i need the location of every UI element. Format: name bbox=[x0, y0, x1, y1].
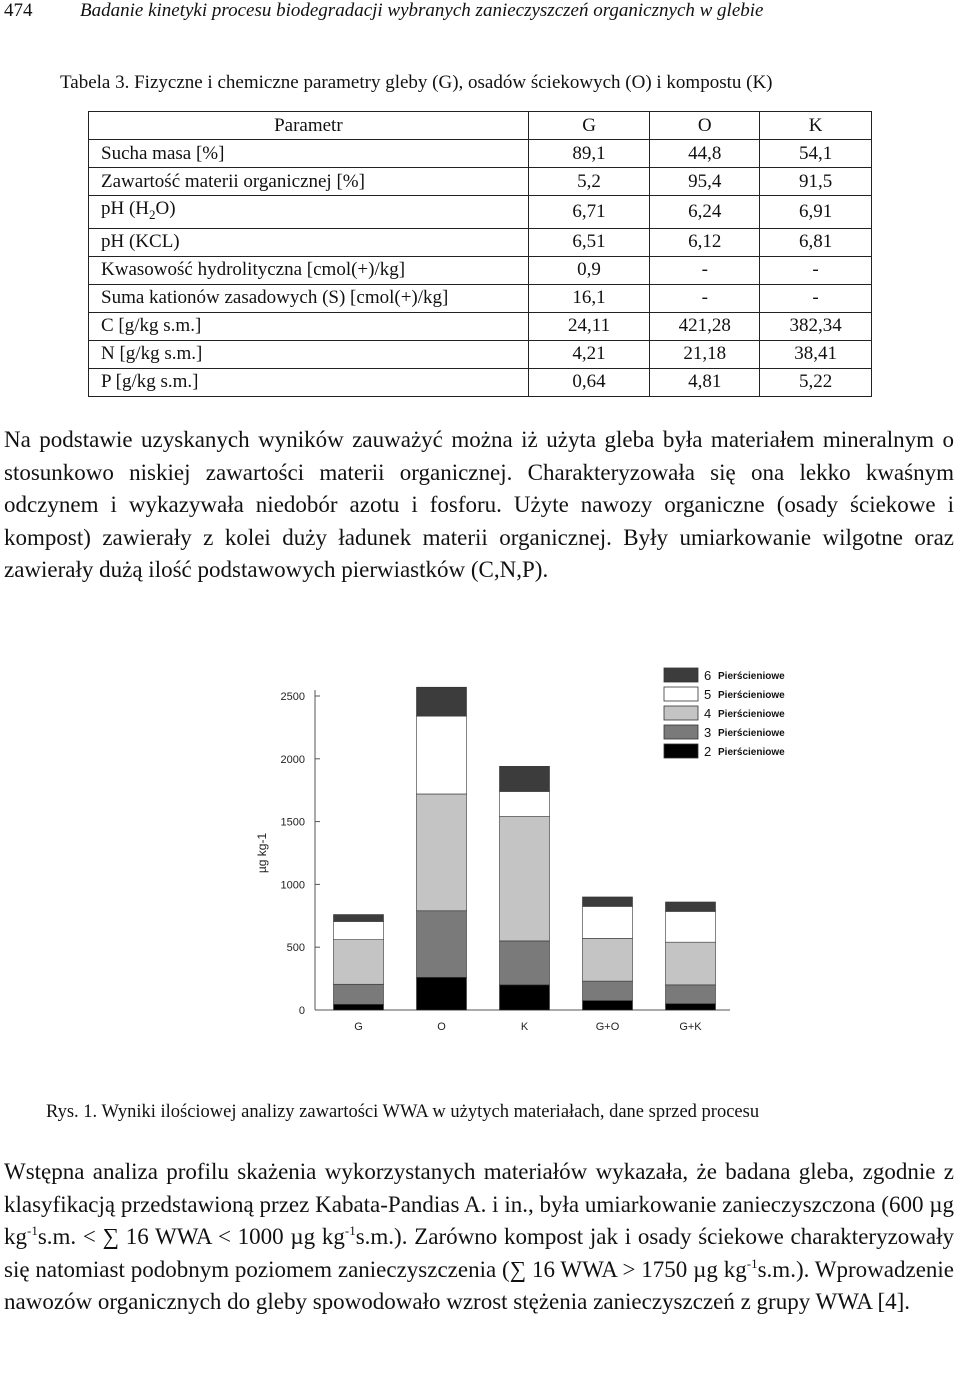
bar-segment bbox=[666, 985, 716, 1004]
legend-swatch bbox=[664, 744, 698, 758]
legend-number: 2 bbox=[704, 744, 712, 759]
parameter-name-cell: Zawartość materii organicznej [%] bbox=[89, 168, 529, 196]
parameter-name-cell: pH (KCL) bbox=[89, 228, 529, 256]
paragraph-results: Na podstawie uzyskanych wyników zauważyć można iż użyta gleba była materiałem mineralnym o stosunkowo niskiej zawartości materii organicznej. Charakteryzowała się ona lekko kwaśnym odczynem i wykazywała niedobór azotu i fosforu. Użyte nawozy organiczne (osady ściekowe i kompost) zawierały z kolei duży ładunek materii organicznej. Były umiarkowanie wilgotne oraz zawierały dużą ilość podstawowych pierwiastków (C,N,P). bbox=[4, 427, 954, 583]
value-cell: 44,8 bbox=[650, 140, 760, 168]
bar-segment bbox=[334, 984, 384, 1004]
parameter-name-cell: C [g/kg s.m.] bbox=[89, 312, 529, 340]
paragraph-analysis bbox=[4, 1156, 954, 1319]
header-cell: G bbox=[528, 112, 650, 140]
bar-segment bbox=[417, 716, 467, 794]
value-cell: 4,21 bbox=[528, 340, 650, 368]
value-cell: 91,5 bbox=[760, 168, 872, 196]
table-row bbox=[89, 140, 872, 168]
value-cell: 382,34 bbox=[760, 312, 872, 340]
page-number: 474 bbox=[4, 0, 33, 21]
value-cell: 95,4 bbox=[650, 168, 760, 196]
value-cell: 54,1 bbox=[760, 140, 872, 168]
bar-segment bbox=[583, 1001, 633, 1010]
value-cell: - bbox=[650, 256, 760, 284]
pah-stacked-bar-chart bbox=[240, 660, 800, 1040]
x-tick-label: G+O bbox=[595, 1021, 620, 1033]
value-cell: - bbox=[760, 284, 872, 312]
bar-segment bbox=[666, 902, 716, 911]
figure-caption: Rys. 1. Wyniki ilościowej analizy zawartości WWA w użytych materiałach, dane sprzed procesu bbox=[46, 1102, 760, 1122]
bar-segment bbox=[334, 940, 384, 985]
bar-segment bbox=[666, 1004, 716, 1010]
parameter-name-cell: pH $(H_2O)$ bbox=[89, 196, 529, 229]
legend-label: Pierścieniowe bbox=[718, 728, 785, 739]
bar-segment bbox=[500, 817, 550, 941]
header-cell: K bbox=[760, 112, 872, 140]
table-row bbox=[89, 168, 872, 196]
x-tick-label: G bbox=[354, 1021, 363, 1033]
y-tick-label: 1000 bbox=[280, 879, 305, 892]
table-row bbox=[89, 196, 872, 229]
legend-swatch bbox=[664, 706, 698, 720]
running-title: Badanie kinetyki procesu biodegradacji wybranych zanieczyszczeń organicznych w glebie bbox=[80, 0, 764, 21]
paragraph-text: s.m. < ∑ 16 WWA < 1000 µg kg bbox=[37, 1224, 345, 1250]
value-cell: - bbox=[760, 256, 872, 284]
bar-segment bbox=[666, 911, 716, 942]
bar-segment bbox=[583, 897, 633, 906]
bar-segment bbox=[583, 981, 633, 1000]
x-tick-label: K bbox=[520, 1021, 529, 1033]
value-cell: 38,41 bbox=[760, 340, 872, 368]
table-header-row bbox=[89, 112, 872, 140]
table-row bbox=[89, 228, 872, 256]
bar-segment bbox=[417, 794, 467, 911]
value-cell: 4,81 bbox=[650, 368, 760, 396]
value-cell: 6,81 bbox=[760, 228, 872, 256]
table-row bbox=[89, 284, 872, 312]
legend-number: 3 bbox=[704, 725, 712, 740]
value-cell: 5,2 bbox=[528, 168, 650, 196]
parameter-name-cell: Sucha masa [%] bbox=[89, 140, 529, 168]
y-tick-label: 1500 bbox=[280, 816, 305, 829]
legend-label: Pierścieniowe bbox=[718, 671, 785, 682]
header-cell: O bbox=[650, 112, 760, 140]
legend-number: 6 bbox=[704, 668, 712, 683]
value-cell: 6,12 bbox=[650, 228, 760, 256]
bar-segment bbox=[500, 791, 550, 816]
bar-segment bbox=[417, 687, 467, 716]
value-cell: 6,24 bbox=[650, 196, 760, 229]
bar-segment bbox=[417, 911, 467, 978]
bar-segment bbox=[666, 942, 716, 985]
table-row bbox=[89, 312, 872, 340]
legend-number: 4 bbox=[704, 706, 712, 721]
legend-swatch bbox=[664, 725, 698, 739]
paragraph-text: Wstępna analiza profilu skażenia wykorzystanych materiałów wykazała, że badana gleba, zgodnie z klasyfikacją przedstawioną przez Kabata-Pandias A. i in., była umiarkowanie zanieczyszczona (600 µg kg bbox=[4, 1159, 954, 1250]
y-axis-label: µg kg-1 bbox=[255, 832, 269, 874]
bar-segment bbox=[334, 915, 384, 922]
superscript: -1 bbox=[344, 1223, 356, 1239]
parameters-table bbox=[88, 111, 872, 397]
value-cell: 6,91 bbox=[760, 196, 872, 229]
paragraph-text: s.m.). Zarówno kompost jak i osady ściekowe charakteryzowały się natomiast podobnym poziomem zanieczyszczenia (∑ 16 WWA > 1750 µg kg bbox=[4, 1224, 954, 1282]
y-tick-label: 500 bbox=[286, 942, 305, 955]
legend-label: Pierścieniowe bbox=[718, 690, 785, 701]
parameter-name-cell: Suma kationów zasadowych (S) [cmol(+)/kg] bbox=[89, 284, 529, 312]
legend-label: Pierścieniowe bbox=[718, 709, 785, 720]
value-cell: 0,9 bbox=[528, 256, 650, 284]
y-tick-label: 2000 bbox=[280, 753, 305, 766]
bar-segment bbox=[334, 1004, 384, 1010]
value-cell: 421,28 bbox=[650, 312, 760, 340]
value-cell: - bbox=[650, 284, 760, 312]
value-cell: 89,1 bbox=[528, 140, 650, 168]
legend-swatch bbox=[664, 687, 698, 701]
bar-segment bbox=[500, 941, 550, 985]
value-cell: 21,18 bbox=[650, 340, 760, 368]
y-tick-label: 0 bbox=[298, 1005, 305, 1017]
running-header bbox=[4, 0, 954, 22]
table-row bbox=[89, 368, 872, 396]
bar-segment bbox=[583, 938, 633, 981]
legend-number: 5 bbox=[704, 687, 712, 702]
bar-segment bbox=[334, 921, 384, 939]
bar-segment bbox=[583, 906, 633, 938]
parameter-name-cell: Kwasowość hydrolityczna [cmol(+)/kg] bbox=[89, 256, 529, 284]
value-cell: 0,64 bbox=[528, 368, 650, 396]
value-cell: 5,22 bbox=[760, 368, 872, 396]
paragraph-text: s.m.). Wprowadzenie nawozów organicznych do gleby spowodowało wzrost stężenia zanieczyszczeń z grupy WWA [4]. bbox=[4, 1256, 955, 1315]
legend-swatch bbox=[664, 668, 698, 682]
bar-segment bbox=[417, 977, 467, 1010]
value-cell: 6,51 bbox=[528, 228, 650, 256]
value-cell: 16,1 bbox=[528, 284, 650, 312]
legend-label: Pierścieniowe bbox=[718, 747, 785, 758]
parameter-name-cell: N [g/kg s.m.] bbox=[89, 340, 529, 368]
table-row bbox=[89, 340, 872, 368]
table-row bbox=[89, 256, 872, 284]
header-cell: Parametr bbox=[89, 112, 529, 140]
table-caption: Tabela 3. Fizyczne i chemiczne parametry gleby (G), osadów ściekowych (O) i kompostu (K) bbox=[60, 72, 773, 93]
bar-segment bbox=[500, 766, 550, 791]
y-tick-label: 2500 bbox=[280, 691, 305, 703]
value-cell: 24,11 bbox=[528, 312, 650, 340]
parameter-name-cell: P [g/kg s.m.] bbox=[89, 368, 529, 396]
x-tick-label: G+K bbox=[679, 1021, 702, 1033]
x-tick-label: O bbox=[437, 1021, 446, 1033]
superscript: -1 bbox=[27, 1223, 38, 1239]
table-body bbox=[89, 140, 872, 397]
bar-segment bbox=[500, 985, 550, 1010]
superscript: -1 bbox=[746, 1255, 758, 1271]
value-cell: 6,71 bbox=[528, 196, 650, 229]
